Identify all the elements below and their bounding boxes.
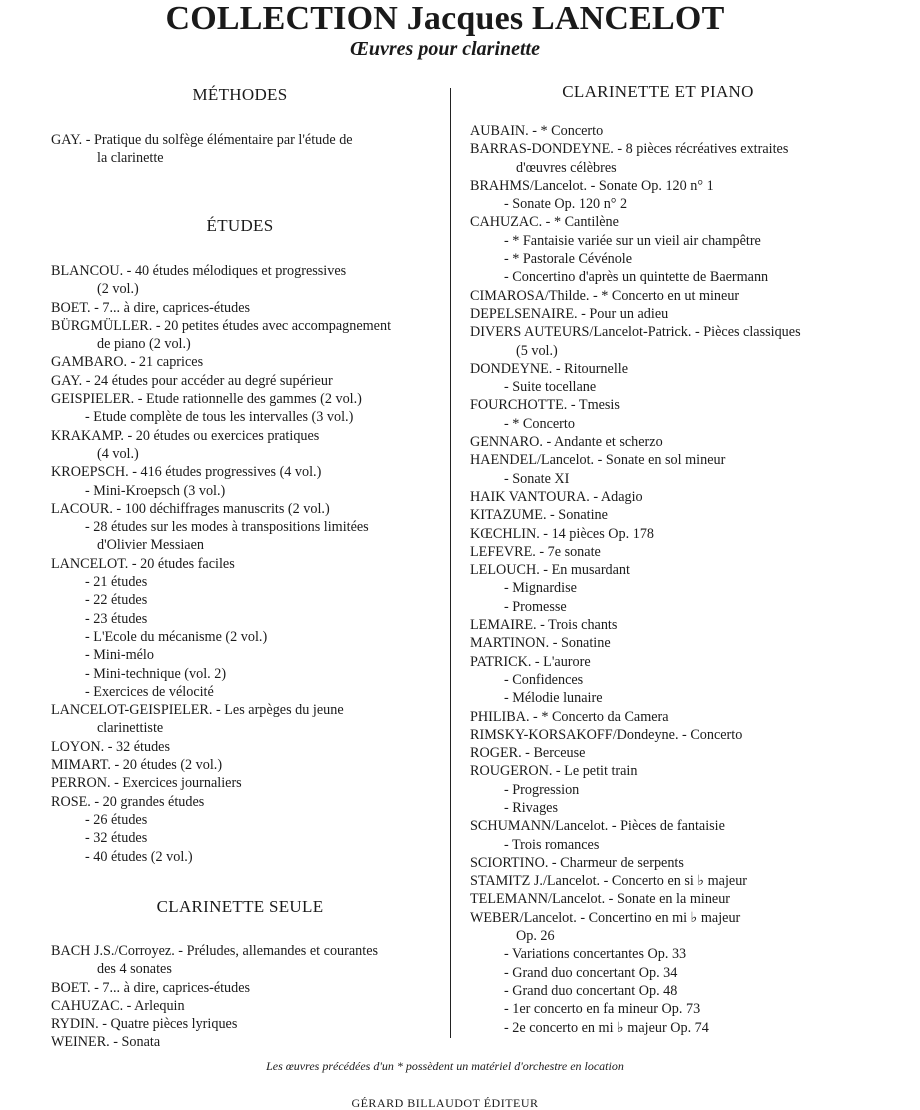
list-item: - Mignardise (504, 580, 577, 597)
list-item: - 32 études (85, 830, 148, 847)
page-title: COLLECTION Jacques LANCELOT (165, 0, 725, 37)
list-item: - L'Ecole du mécanisme (2 vol.) (85, 628, 268, 645)
list-item: - Rivages (504, 799, 558, 816)
list-item: - * Concerto (504, 415, 575, 432)
list-item: - Mélodie lunaire (504, 690, 603, 707)
list-item: - Mini-Kroepsch (3 vol.) (85, 482, 226, 499)
list-item: KŒCHLIN. - 14 pièces Op. 178 (470, 525, 655, 542)
list-item: LACOUR. - 100 déchiffrages manuscrits (2 vol.) (51, 500, 330, 517)
heading-methodes: MÉTHODES (192, 85, 288, 104)
list-item: - Suite tocellane (504, 379, 597, 396)
list-item: - 2e concerto en mi ♭ majeur Op. 74 (504, 1019, 709, 1036)
list-item: SCHUMANN/Lancelot. - Pièces de fantaisie (470, 818, 725, 835)
list-item: BACH J.S./Corroyez. - Préludes, allemandes et courantes (51, 943, 379, 959)
list-item: - Promesse (504, 598, 567, 615)
list-item: - 22 études (85, 592, 148, 609)
heading-etudes: ÉTUDES (206, 216, 274, 235)
heading-clarinette-seule: CLARINETTE SEULE (156, 897, 324, 916)
list-item: - Grand duo concertant Op. 48 (504, 982, 678, 999)
list-clarinette-seule (51, 942, 378, 1052)
list-item: RIMSKY-KORSAKOFF/Dondeyne. - Concerto (470, 726, 743, 743)
list-item: MIMART. - 20 études (2 vol.) (51, 757, 223, 774)
list-item: DIVERS AUTEURS/Lancelot-Patrick. - Pièces classiques (470, 324, 801, 341)
list-item: GENNARO. - Andante et scherzo (470, 434, 663, 451)
list-item: - 40 études (2 vol.) (85, 848, 193, 865)
publisher: GÉRARD BILLAUDOT ÉDITEUR (351, 1096, 539, 1110)
list-item: GAMBARO. - 21 caprices (51, 354, 204, 371)
list-item: RYDIN. - Quatre pièces lyriques (51, 1016, 238, 1033)
list-item: - Progression (504, 781, 580, 798)
list-item: ROSE. - 20 grandes études (51, 793, 205, 810)
list-item: CAHUZAC. - Arlequin (51, 997, 185, 1014)
list-methodes (51, 131, 353, 168)
list-item: d'Olivier Messiaen (97, 537, 204, 554)
list-item: BOET. - 7... à dire, caprices-études (51, 299, 251, 316)
list-item: - 28 études sur les modes à transpositions limitées (85, 519, 369, 536)
list-item: - Exercices de vélocité (85, 683, 214, 700)
list-item: - Concertino d'après un quintette de Baermann (504, 269, 769, 286)
list-item: LANCELOT-GEISPIELER. - Les arpèges du jeune (51, 702, 344, 719)
list-item: - Sonate Op. 120 n° 2 (504, 196, 628, 213)
list-item: HAENDEL/Lancelot. - Sonate en sol mineur (470, 452, 726, 469)
list-item: LELOUCH. - En musardant (470, 562, 630, 579)
list-item: BOET. - 7... à dire, caprices-études (51, 979, 251, 996)
list-item: (4 vol.) (97, 445, 139, 462)
list-item: LANCELOT. - 20 études faciles (51, 555, 235, 572)
list-item: FOURCHOTTE. - Tmesis (470, 397, 620, 414)
list-item: BARRAS-DONDEYNE. - 8 pièces récréatives extraites (470, 141, 789, 158)
list-item: - Mini-technique (vol. 2) (85, 665, 227, 682)
list-item: ROUGERON. - Le petit train (470, 763, 638, 780)
list-item: (5 vol.) (516, 342, 558, 359)
list-item: AUBAIN. - * Concerto (470, 123, 604, 139)
list-item: - 26 études (85, 811, 148, 828)
list-item: d'œuvres célèbres (516, 159, 617, 176)
list-item: - Grand duo concertant Op. 34 (504, 964, 678, 981)
list-item: MARTINON. - Sonatine (470, 635, 611, 652)
column-divider (450, 88, 451, 1038)
list-item: TELEMANN/Lancelot. - Sonate en la mineur (470, 891, 731, 908)
list-item: LEFEVRE. - 7e sonate (470, 543, 601, 560)
list-item: LOYON. - 32 études (51, 738, 170, 755)
list-item: WEINER. - Sonata (51, 1034, 161, 1051)
list-item: BRAHMS/Lancelot. - Sonate Op. 120 n° 1 (470, 177, 714, 194)
list-etudes (51, 262, 391, 866)
list-item: CIMAROSA/Thilde. - * Concerto en ut mineur (470, 287, 740, 304)
list-item: DEPELSENAIRE. - Pour un adieu (470, 305, 669, 322)
list-item: KITAZUME. - Sonatine (470, 507, 608, 524)
list-item: - * Fantaisie variée sur un vieil air champêtre (504, 232, 761, 249)
footnote: Les œuvres précédées d'un * possèdent un matériel d'orchestre en location (266, 1059, 624, 1073)
list-item: HAIK VANTOURA. - Adagio (470, 488, 643, 505)
list-item: - 23 études (85, 610, 148, 627)
list-item: BLANCOU. - 40 études mélodiques et progressives (51, 263, 347, 279)
list-item: - Confidences (504, 671, 584, 688)
list-item: - Trois romances (504, 836, 600, 853)
list-item: GAY. - Pratique du solfège élémentaire par l'étude de (51, 132, 353, 148)
list-item: PATRICK. - L'aurore (470, 653, 591, 670)
list-item: - 21 études (85, 574, 148, 591)
list-item: - Etude complète de tous les intervalles (3 vol.) (85, 409, 354, 426)
list-item: DONDEYNE. - Ritournelle (470, 360, 629, 377)
list-item: PHILIBA. - * Concerto da Camera (470, 708, 669, 725)
list-item: KRAKAMP. - 20 études ou exercices pratiques (51, 427, 320, 444)
list-item: ROGER. - Berceuse (470, 745, 586, 762)
list-item: Op. 26 (516, 928, 555, 945)
list-item: clarinettiste (97, 720, 164, 737)
list-item: GEISPIELER. - Etude rationnelle des gammes (2 vol.) (51, 391, 362, 408)
list-item: KROEPSCH. - 416 études progressives (4 vol.) (51, 464, 322, 481)
heading-clarinette-piano: CLARINETTE ET PIANO (562, 82, 754, 101)
list-item: - * Pastorale Cévénole (504, 251, 633, 268)
list-item: BÜRGMÜLLER. - 20 petites études avec accompagnement (51, 317, 392, 334)
page-subtitle: Œuvres pour clarinette (350, 38, 540, 60)
list-item: de piano (2 vol.) (97, 336, 191, 353)
list-item: - Sonate XI (504, 470, 570, 487)
list-item: la clarinette (97, 150, 164, 167)
list-clarinette-piano (470, 122, 801, 1037)
list-item: - 1er concerto en fa mineur Op. 73 (504, 1001, 701, 1018)
list-item: STAMITZ J./Lancelot. - Concerto en si ♭ majeur (470, 873, 748, 890)
list-item: GAY. - 24 études pour accéder au degré supérieur (51, 372, 333, 389)
list-item: PERRON. - Exercices journaliers (51, 775, 242, 792)
list-item: (2 vol.) (97, 281, 139, 298)
list-item: CAHUZAC. - * Cantilène (470, 214, 619, 231)
list-item: SCIORTINO. - Charmeur de serpents (470, 854, 684, 871)
list-item: WEBER/Lancelot. - Concertino en mi ♭ majeur (470, 909, 741, 926)
list-item: LEMAIRE. - Trois chants (470, 617, 618, 634)
list-item: des 4 sonates (97, 961, 172, 978)
list-item: - Variations concertantes Op. 33 (504, 946, 687, 963)
list-item: - Mini-mélo (85, 647, 154, 664)
